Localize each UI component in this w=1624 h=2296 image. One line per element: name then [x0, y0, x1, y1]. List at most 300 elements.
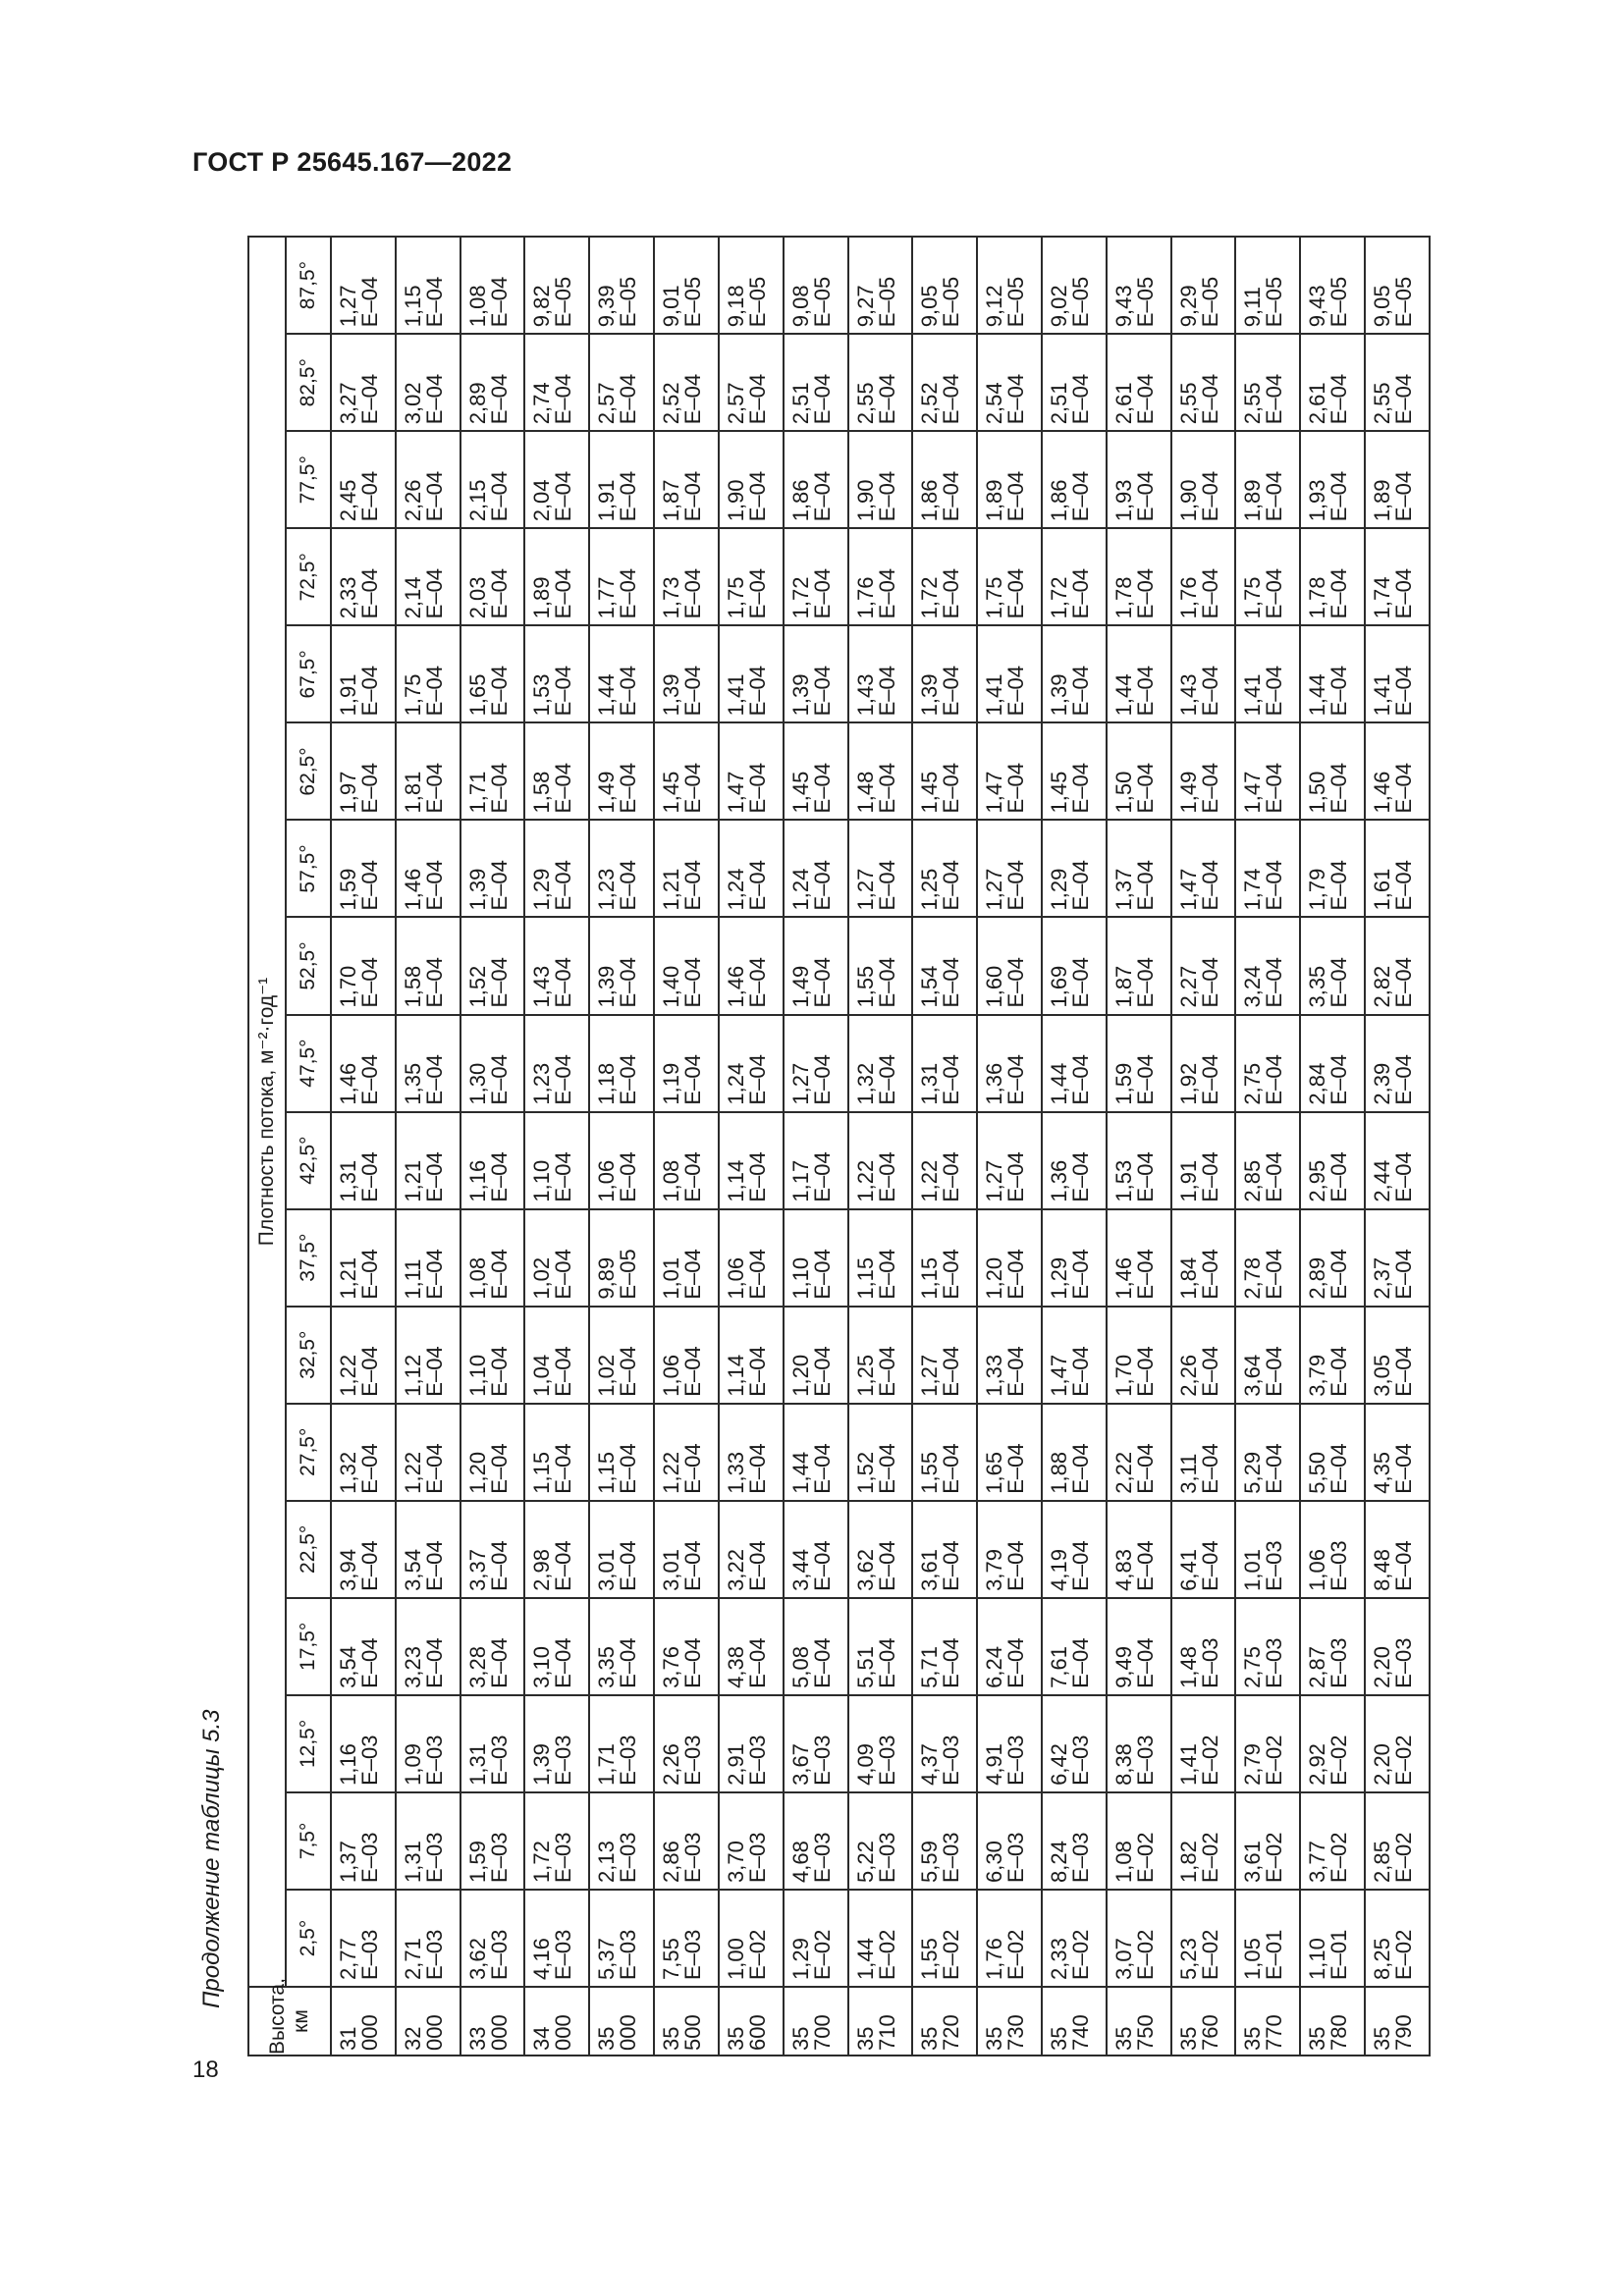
flux-value-cell: 1,44 E–04 [1042, 1015, 1107, 1112]
flux-value-cell: 9,11 E–05 [1235, 237, 1300, 334]
flux-value-cell: 1,71 E–03 [589, 1695, 654, 1792]
flux-value-cell: 5,08 E–04 [784, 1598, 848, 1695]
flux-value-cell: 1,47 E–04 [719, 722, 784, 820]
flux-value-cell: 1,35 E–04 [396, 1015, 460, 1112]
flux-value-cell: 1,01 E–03 [1235, 1501, 1300, 1598]
flux-value-cell: 1,08 E–04 [460, 237, 525, 334]
flux-value-cell: 2,78 E–04 [1235, 1209, 1300, 1307]
table-row [977, 237, 1042, 2056]
flux-value-cell: 1,19 E–04 [654, 1015, 719, 1112]
flux-value-cell: 1,70 E–04 [1107, 1307, 1171, 1404]
flux-value-cell: 7,55 E–03 [654, 1890, 719, 1987]
flux-value-cell: 2,14 E–04 [396, 528, 460, 625]
flux-value-cell: 1,30 E–04 [460, 1015, 525, 1112]
table-row [1107, 237, 1171, 2056]
flux-value-cell: 2,51 E–04 [1042, 334, 1107, 431]
flux-value-cell: 1,22 E–04 [848, 1112, 913, 1209]
altitude-cell: 35 500 [654, 1987, 719, 2056]
flux-value-cell: 1,76 E–02 [977, 1890, 1042, 1987]
flux-value-cell: 5,23 E–02 [1171, 1890, 1236, 1987]
flux-value-cell: 1,75 E–04 [977, 528, 1042, 625]
flux-value-cell: 2,92 E–02 [1300, 1695, 1365, 1792]
table-row [589, 237, 654, 2056]
flux-value-cell: 1,53 E–04 [524, 625, 589, 722]
flux-value-cell: 1,74 E–04 [1365, 528, 1430, 625]
flux-value-cell: 3,10 E–04 [524, 1598, 589, 1695]
angle-header: 42,5° [286, 1112, 331, 1209]
flux-value-cell: 1,90 E–04 [848, 431, 913, 528]
flux-value-cell: 9,05 E–05 [912, 237, 977, 334]
flux-value-cell: 9,89 E–05 [589, 1209, 654, 1307]
flux-value-cell: 9,05 E–05 [1365, 237, 1430, 334]
flux-value-cell: 1,25 E–04 [912, 820, 977, 917]
angle-header: 17,5° [286, 1598, 331, 1695]
flux-value-cell: 1,08 E–04 [460, 1209, 525, 1307]
flux-value-cell: 1,55 E–04 [912, 1404, 977, 1501]
flux-value-cell: 1,06 E–03 [1300, 1501, 1365, 1598]
flux-value-cell: 4,91 E–03 [977, 1695, 1042, 1792]
angle-header: 62,5° [286, 722, 331, 820]
flux-value-cell: 1,41 E–04 [719, 625, 784, 722]
flux-value-cell: 1,39 E–04 [460, 820, 525, 917]
flux-value-cell: 1,02 E–04 [524, 1209, 589, 1307]
flux-value-cell: 1,23 E–04 [524, 1015, 589, 1112]
flux-value-cell: 3,28 E–04 [460, 1598, 525, 1695]
flux-value-cell: 5,51 E–04 [848, 1598, 913, 1695]
flux-value-cell: 1,89 E–04 [1235, 431, 1300, 528]
flux-value-cell: 1,54 E–04 [912, 917, 977, 1014]
flux-value-cell: 4,16 E–03 [524, 1890, 589, 1987]
flux-value-cell: 1,06 E–04 [719, 1209, 784, 1307]
table-row [1300, 237, 1365, 2056]
flux-value-cell: 1,52 E–04 [848, 1404, 913, 1501]
flux-value-cell: 1,73 E–04 [654, 528, 719, 625]
flux-value-cell: 3,02 E–04 [396, 334, 460, 431]
flux-value-cell: 1,78 E–04 [1300, 528, 1365, 625]
flux-value-cell: 2,55 E–04 [1235, 334, 1300, 431]
flux-value-cell: 1,01 E–04 [654, 1209, 719, 1307]
flux-value-cell: 5,50 E–04 [1300, 1404, 1365, 1501]
flux-value-cell: 1,37 E–03 [331, 1792, 396, 1890]
flux-value-cell: 1,46 E–04 [719, 917, 784, 1014]
flux-value-cell: 1,48 E–03 [1171, 1598, 1236, 1695]
angle-header: 47,5° [286, 1015, 331, 1112]
flux-value-cell: 1,55 E–04 [848, 917, 913, 1014]
angle-header: 52,5° [286, 917, 331, 1014]
flux-value-cell: 2,33 E–02 [1042, 1890, 1107, 1987]
angle-header: 2,5° [286, 1890, 331, 1987]
flux-value-cell: 1,86 E–04 [784, 431, 848, 528]
flux-value-cell: 1,65 E–04 [460, 625, 525, 722]
flux-value-cell: 2,33 E–04 [331, 528, 396, 625]
flux-value-cell: 3,77 E–02 [1300, 1792, 1365, 1890]
flux-value-cell: 2,45 E–04 [331, 431, 396, 528]
flux-value-cell: 1,27 E–04 [331, 237, 396, 334]
altitude-cell: 34 000 [524, 1987, 589, 2056]
flux-value-cell: 1,08 E–04 [654, 1112, 719, 1209]
flux-value-cell: 1,14 E–04 [719, 1307, 784, 1404]
flux-value-cell: 1,46 E–04 [1107, 1209, 1171, 1307]
flux-value-cell: 2,61 E–04 [1300, 334, 1365, 431]
flux-value-cell: 1,89 E–04 [524, 528, 589, 625]
flux-value-cell: 1,46 E–04 [331, 1015, 396, 1112]
flux-value-cell: 1,16 E–03 [331, 1695, 396, 1792]
altitude-cell: 33 000 [460, 1987, 525, 2056]
flux-value-cell: 4,35 E–04 [1365, 1404, 1430, 1501]
flux-value-cell: 1,10 E–04 [460, 1307, 525, 1404]
page-number: 18 [192, 2056, 219, 2083]
flux-value-cell: 1,93 E–04 [1107, 431, 1171, 528]
flux-value-cell: 9,02 E–05 [1042, 237, 1107, 334]
flux-value-cell: 1,50 E–04 [1107, 722, 1171, 820]
rotated-table-container [247, 236, 1431, 2056]
flux-value-cell: 1,10 E–01 [1300, 1890, 1365, 1987]
flux-value-cell: 1,36 E–04 [1042, 1112, 1107, 1209]
flux-value-cell: 3,24 E–04 [1235, 917, 1300, 1014]
table-row [1171, 237, 1236, 2056]
flux-value-cell: 1,06 E–04 [589, 1112, 654, 1209]
flux-value-cell: 1,39 E–03 [524, 1695, 589, 1792]
altitude-cell: 35 700 [784, 1987, 848, 2056]
flux-value-cell: 3,23 E–04 [396, 1598, 460, 1695]
flux-value-cell: 1,09 E–03 [396, 1695, 460, 1792]
flux-value-cell: 3,76 E–04 [654, 1598, 719, 1695]
flux-value-cell: 1,44 E–04 [784, 1404, 848, 1501]
flux-value-cell: 1,37 E–04 [1107, 820, 1171, 917]
flux-group-header: Плотность потока, м⁻²·год⁻¹ [248, 237, 286, 1987]
flux-value-cell: 1,41 E–04 [1365, 625, 1430, 722]
flux-value-cell: 1,44 E–02 [848, 1890, 913, 1987]
flux-value-cell: 1,92 E–04 [1171, 1015, 1236, 1112]
flux-value-cell: 1,72 E–04 [912, 528, 977, 625]
flux-value-cell: 2,98 E–04 [524, 1501, 589, 1598]
flux-value-cell: 1,45 E–04 [654, 722, 719, 820]
flux-value-cell: 9,49 E–04 [1107, 1598, 1171, 1695]
flux-value-cell: 1,20 E–04 [460, 1404, 525, 1501]
document-header: ГОСТ Р 25645.167—2022 [192, 147, 513, 177]
flux-value-cell: 1,53 E–04 [1107, 1112, 1171, 1209]
flux-value-cell: 2,55 E–04 [1171, 334, 1236, 431]
flux-value-cell: 1,27 E–04 [912, 1307, 977, 1404]
flux-value-cell: 1,31 E–04 [912, 1015, 977, 1112]
altitude-cell: 35 720 [912, 1987, 977, 2056]
flux-value-cell: 1,31 E–03 [396, 1792, 460, 1890]
flux-value-cell: 9,08 E–05 [784, 237, 848, 334]
flux-value-cell: 1,32 E–04 [331, 1404, 396, 1501]
flux-value-cell: 2,26 E–03 [654, 1695, 719, 1792]
flux-value-cell: 2,75 E–04 [1235, 1015, 1300, 1112]
flux-value-cell: 7,61 E–04 [1042, 1598, 1107, 1695]
flux-value-cell: 2,71 E–03 [396, 1890, 460, 1987]
flux-value-cell: 3,27 E–04 [331, 334, 396, 431]
altitude-column-header: Высота, км [248, 1987, 331, 2056]
flux-value-cell: 1,79 E–04 [1300, 820, 1365, 917]
flux-value-cell: 1,89 E–04 [977, 431, 1042, 528]
angle-header: 57,5° [286, 820, 331, 917]
flux-value-cell: 2,95 E–04 [1300, 1112, 1365, 1209]
flux-value-cell: 1,14 E–04 [719, 1112, 784, 1209]
flux-value-cell: 1,39 E–04 [654, 625, 719, 722]
flux-value-cell: 2,39 E–04 [1365, 1015, 1430, 1112]
flux-value-cell: 2,03 E–04 [460, 528, 525, 625]
altitude-cell: 35 600 [719, 1987, 784, 2056]
flux-value-cell: 1,72 E–04 [1042, 528, 1107, 625]
flux-value-cell: 2,27 E–04 [1171, 917, 1236, 1014]
flux-value-cell: 1,89 E–04 [1365, 431, 1430, 528]
flux-value-cell: 5,71 E–04 [912, 1598, 977, 1695]
flux-value-cell: 1,76 E–04 [848, 528, 913, 625]
flux-value-cell: 5,37 E–03 [589, 1890, 654, 1987]
flux-value-cell: 4,09 E–03 [848, 1695, 913, 1792]
flux-value-cell: 6,24 E–04 [977, 1598, 1042, 1695]
flux-value-cell: 2,54 E–04 [977, 334, 1042, 431]
flux-value-cell: 1,40 E–04 [654, 917, 719, 1014]
flux-value-cell: 1,48 E–04 [848, 722, 913, 820]
flux-value-cell: 1,78 E–04 [1107, 528, 1171, 625]
flux-value-cell: 1,21 E–04 [331, 1209, 396, 1307]
flux-value-cell: 1,29 E–04 [1042, 1209, 1107, 1307]
flux-value-cell: 9,39 E–05 [589, 237, 654, 334]
table-row [524, 237, 589, 2056]
flux-value-cell: 9,27 E–05 [848, 237, 913, 334]
flux-value-cell: 2,55 E–04 [1365, 334, 1430, 431]
flux-value-cell: 1,87 E–04 [654, 431, 719, 528]
table-row [912, 237, 977, 2056]
flux-value-cell: 1,43 E–04 [524, 917, 589, 1014]
flux-value-cell: 1,18 E–04 [589, 1015, 654, 1112]
flux-value-cell: 1,91 E–04 [589, 431, 654, 528]
flux-value-cell: 2,79 E–02 [1235, 1695, 1300, 1792]
table-row [1365, 237, 1430, 2056]
flux-value-cell: 1,29 E–02 [784, 1890, 848, 1987]
flux-value-cell: 1,11 E–04 [396, 1209, 460, 1307]
flux-value-cell: 5,22 E–03 [848, 1792, 913, 1890]
flux-value-cell: 1,17 E–04 [784, 1112, 848, 1209]
flux-value-cell: 1,65 E–04 [977, 1404, 1042, 1501]
table-row [331, 237, 396, 2056]
flux-value-cell: 2,89 E–04 [1300, 1209, 1365, 1307]
flux-value-cell: 3,07 E–02 [1107, 1890, 1171, 1987]
altitude-cell: 35 780 [1300, 1987, 1365, 2056]
flux-value-cell: 1,24 E–04 [719, 820, 784, 917]
flux-value-cell: 1,23 E–04 [589, 820, 654, 917]
flux-value-cell: 1,90 E–04 [719, 431, 784, 528]
flux-value-cell: 9,18 E–05 [719, 237, 784, 334]
flux-value-cell: 1,10 E–04 [784, 1209, 848, 1307]
flux-value-cell: 1,39 E–04 [1042, 625, 1107, 722]
flux-value-cell: 1,75 E–04 [719, 528, 784, 625]
flux-value-cell: 1,25 E–04 [848, 1307, 913, 1404]
angle-header: 22,5° [286, 1501, 331, 1598]
flux-value-cell: 6,41 E–04 [1171, 1501, 1236, 1598]
flux-value-cell: 6,30 E–03 [977, 1792, 1042, 1890]
altitude-cell: 35 730 [977, 1987, 1042, 2056]
altitude-cell: 35 750 [1107, 1987, 1171, 2056]
flux-value-cell: 3,61 E–02 [1235, 1792, 1300, 1890]
flux-value-cell: 3,22 E–04 [719, 1501, 784, 1598]
table-row [396, 237, 460, 2056]
flux-value-cell: 3,44 E–04 [784, 1501, 848, 1598]
flux-value-cell: 1,15 E–04 [912, 1209, 977, 1307]
flux-value-cell: 1,39 E–04 [589, 917, 654, 1014]
flux-value-cell: 1,27 E–04 [848, 820, 913, 917]
angle-header: 77,5° [286, 431, 331, 528]
flux-value-cell: 1,22 E–04 [654, 1404, 719, 1501]
flux-value-cell: 8,25 E–02 [1365, 1890, 1430, 1987]
flux-value-cell: 3,70 E–03 [719, 1792, 784, 1890]
flux-value-cell: 1,39 E–04 [784, 625, 848, 722]
flux-value-cell: 1,59 E–03 [460, 1792, 525, 1890]
flux-value-cell: 2,75 E–03 [1235, 1598, 1300, 1695]
flux-value-cell: 1,41 E–04 [1235, 625, 1300, 722]
flux-value-cell: 1,93 E–04 [1300, 431, 1365, 528]
flux-value-cell: 1,50 E–04 [1300, 722, 1365, 820]
altitude-cell: 35 760 [1171, 1987, 1236, 2056]
flux-value-cell: 1,45 E–04 [912, 722, 977, 820]
flux-value-cell: 1,46 E–04 [1365, 722, 1430, 820]
flux-value-cell: 1,29 E–04 [1042, 820, 1107, 917]
flux-value-cell: 2,37 E–04 [1365, 1209, 1430, 1307]
flux-value-cell: 1,21 E–04 [396, 1112, 460, 1209]
flux-value-cell: 8,38 E–03 [1107, 1695, 1171, 1792]
flux-value-cell: 1,32 E–04 [848, 1015, 913, 1112]
flux-value-cell: 6,42 E–03 [1042, 1695, 1107, 1792]
flux-value-cell: 1,47 E–04 [1171, 820, 1236, 917]
flux-value-cell: 3,64 E–04 [1235, 1307, 1300, 1404]
flux-value-cell: 2,20 E–03 [1365, 1598, 1430, 1695]
flux-value-cell: 1,04 E–04 [524, 1307, 589, 1404]
flux-value-cell: 1,44 E–04 [1300, 625, 1365, 722]
flux-value-cell: 1,33 E–04 [977, 1307, 1042, 1404]
altitude-cell: 31 000 [331, 1987, 396, 2056]
flux-value-cell: 1,70 E–04 [331, 917, 396, 1014]
flux-value-cell: 1,15 E–04 [396, 237, 460, 334]
flux-value-cell: 1,97 E–04 [331, 722, 396, 820]
angle-header-row [286, 237, 331, 2056]
flux-value-cell: 1,45 E–04 [784, 722, 848, 820]
altitude-cell: 32 000 [396, 1987, 460, 2056]
flux-value-cell: 1,75 E–04 [1235, 528, 1300, 625]
angle-header: 67,5° [286, 625, 331, 722]
flux-value-cell: 9,29 E–05 [1171, 237, 1236, 334]
flux-value-cell: 1,39 E–04 [912, 625, 977, 722]
flux-value-cell: 3,67 E–03 [784, 1695, 848, 1792]
flux-value-cell: 4,19 E–04 [1042, 1501, 1107, 1598]
table-caption-text: Продолжение таблицы 5.3 [198, 1709, 225, 2008]
flux-value-cell: 3,05 E–04 [1365, 1307, 1430, 1404]
flux-value-cell: 1,86 E–04 [912, 431, 977, 528]
flux-value-cell: 1,52 E–04 [460, 917, 525, 1014]
altitude-cell: 35 000 [589, 1987, 654, 2056]
flux-value-cell: 9,43 E–05 [1107, 237, 1171, 334]
flux-value-cell: 2,82 E–04 [1365, 917, 1430, 1014]
angle-header: 82,5° [286, 334, 331, 431]
flux-value-cell: 1,44 E–04 [1107, 625, 1171, 722]
flux-value-cell: 9,12 E–05 [977, 237, 1042, 334]
flux-value-cell: 3,61 E–04 [912, 1501, 977, 1598]
flux-value-cell: 3,35 E–04 [1300, 917, 1365, 1014]
flux-value-cell: 1,20 E–04 [784, 1307, 848, 1404]
flux-value-cell: 1,15 E–04 [524, 1404, 589, 1501]
angle-header: 7,5° [286, 1792, 331, 1890]
flux-value-cell: 1,55 E–02 [912, 1890, 977, 1987]
flux-value-cell: 1,69 E–04 [1042, 917, 1107, 1014]
flux-value-cell: 1,05 E–01 [1235, 1890, 1300, 1987]
flux-value-cell: 1,22 E–04 [331, 1307, 396, 1404]
flux-value-cell: 1,47 E–04 [1235, 722, 1300, 820]
flux-value-cell: 1,59 E–04 [1107, 1015, 1171, 1112]
flux-value-cell: 2,13 E–03 [589, 1792, 654, 1890]
flux-value-cell: 1,49 E–04 [1171, 722, 1236, 820]
flux-value-cell: 9,01 E–05 [654, 237, 719, 334]
flux-value-cell: 1,27 E–04 [977, 820, 1042, 917]
flux-value-cell: 2,51 E–04 [784, 334, 848, 431]
flux-value-cell: 2,89 E–04 [460, 334, 525, 431]
flux-value-cell: 8,24 E–03 [1042, 1792, 1107, 1890]
table-row [719, 237, 784, 2056]
altitude-cell: 35 740 [1042, 1987, 1107, 2056]
flux-value-cell: 1,58 E–04 [396, 917, 460, 1014]
flux-value-cell: 1,12 E–04 [396, 1307, 460, 1404]
flux-value-cell: 1,31 E–03 [460, 1695, 525, 1792]
flux-value-cell: 3,35 E–04 [589, 1598, 654, 1695]
flux-value-cell: 1,91 E–04 [1171, 1112, 1236, 1209]
flux-value-cell: 1,36 E–04 [977, 1015, 1042, 1112]
flux-value-cell: 2,91 E–03 [719, 1695, 784, 1792]
flux-value-cell: 2,74 E–04 [524, 334, 589, 431]
flux-value-cell: 9,82 E–05 [524, 237, 589, 334]
table-row [1042, 237, 1107, 2056]
flux-value-cell: 3,79 E–04 [1300, 1307, 1365, 1404]
flux-value-cell: 1,49 E–04 [784, 917, 848, 1014]
angle-header: 87,5° [286, 237, 331, 334]
altitude-cell: 35 710 [848, 1987, 913, 2056]
altitude-cell: 35 790 [1365, 1987, 1430, 2056]
flux-value-cell: 2,84 E–04 [1300, 1015, 1365, 1112]
table-row [784, 237, 848, 2056]
flux-value-cell: 8,48 E–04 [1365, 1501, 1430, 1598]
flux-value-cell: 1,72 E–04 [784, 528, 848, 625]
flux-value-cell: 1,15 E–04 [848, 1209, 913, 1307]
flux-value-cell: 1,24 E–04 [784, 820, 848, 917]
flux-value-cell: 1,84 E–04 [1171, 1209, 1236, 1307]
flux-value-cell: 2,20 E–02 [1365, 1695, 1430, 1792]
altitude-cell: 35 770 [1235, 1987, 1300, 2056]
flux-value-cell: 2,26 E–04 [1171, 1307, 1236, 1404]
flux-value-cell: 1,31 E–04 [331, 1112, 396, 1209]
flux-value-cell: 1,88 E–04 [1042, 1404, 1107, 1501]
flux-value-cell: 4,37 E–03 [912, 1695, 977, 1792]
flux-value-cell: 2,52 E–04 [654, 334, 719, 431]
flux-value-cell: 3,01 E–04 [654, 1501, 719, 1598]
flux-value-cell: 2,87 E–03 [1300, 1598, 1365, 1695]
flux-value-cell: 1,43 E–04 [848, 625, 913, 722]
flux-value-cell: 2,61 E–04 [1107, 334, 1171, 431]
flux-value-cell: 1,08 E–02 [1107, 1792, 1171, 1890]
flux-value-cell: 3,01 E–04 [589, 1501, 654, 1598]
flux-value-cell: 4,38 E–04 [719, 1598, 784, 1695]
table-row [1235, 237, 1300, 2056]
flux-value-cell: 1,22 E–04 [396, 1404, 460, 1501]
flux-value-cell: 1,75 E–04 [396, 625, 460, 722]
flux-value-cell: 1,16 E–04 [460, 1112, 525, 1209]
flux-value-cell: 2,86 E–03 [654, 1792, 719, 1890]
flux-value-cell: 1,74 E–04 [1235, 820, 1300, 917]
flux-value-cell: 1,44 E–04 [589, 625, 654, 722]
flux-value-cell: 2,85 E–02 [1365, 1792, 1430, 1890]
flux-value-cell: 3,11 E–04 [1171, 1404, 1236, 1501]
flux-value-cell: 1,49 E–04 [589, 722, 654, 820]
